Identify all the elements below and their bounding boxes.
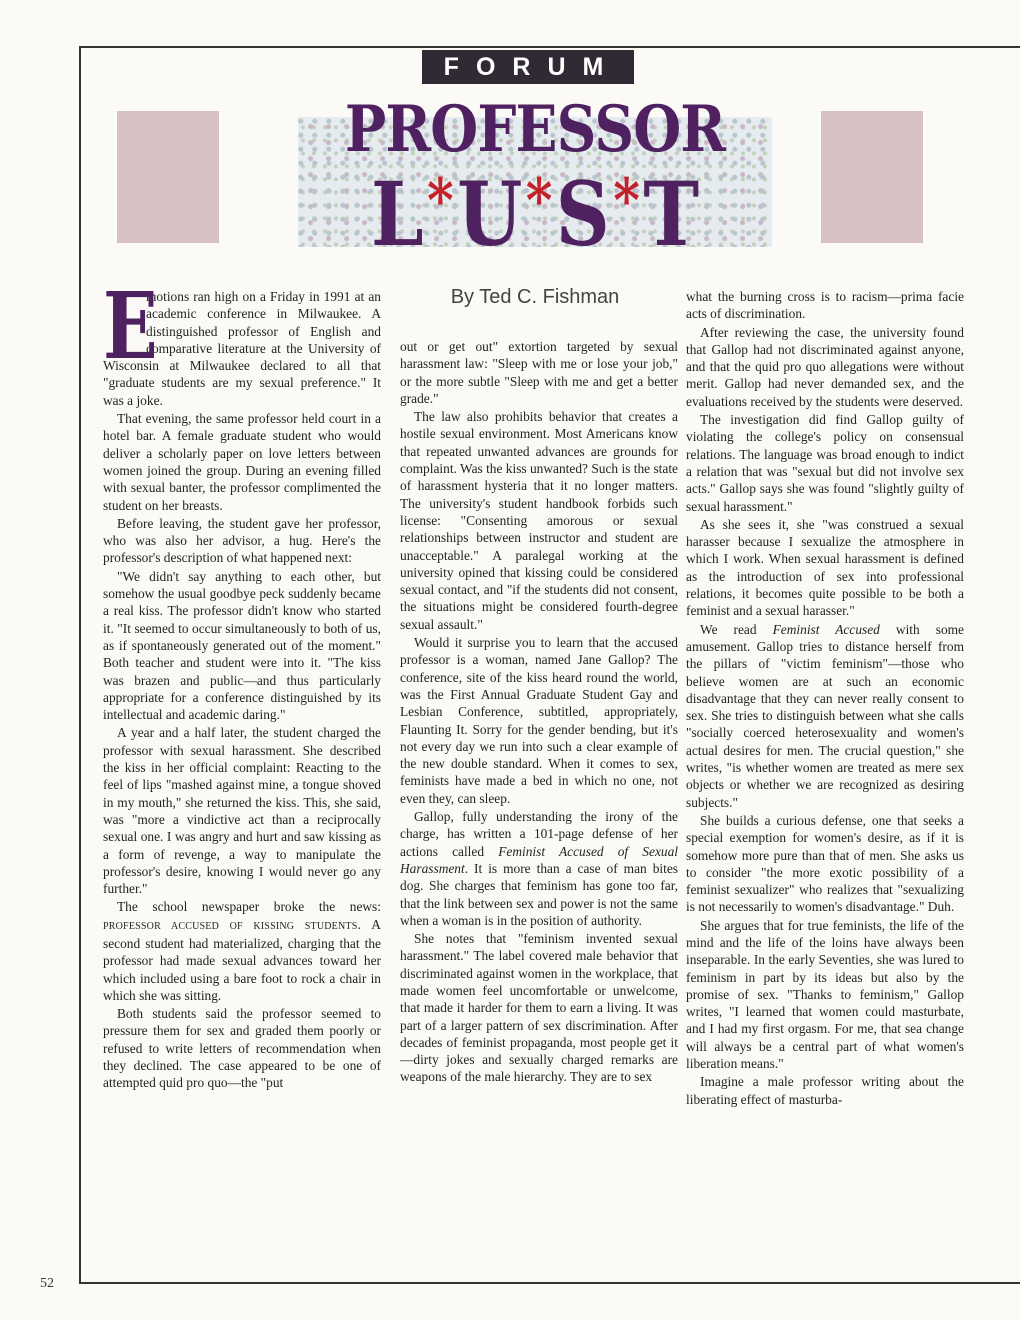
book-title: Feminist Accused: [772, 621, 880, 637]
headline-star-2: *: [525, 166, 553, 236]
headline-letter-t: T: [643, 162, 699, 266]
paragraph-text: with some amusement. Gallop tries to distance herself from the pillars of "victim feminism"—those who believe women are at such an economic disadvantage that they can never really consent to sex. She tries to distinguish between what she calls "socially coerced heterosexuality and women's actual desires for men. The crucial question," she writes, "is whether women are treated as mere sex objects or whether we are recognized as desiring subjects.": [686, 621, 964, 810]
headline-line-2: [334, 162, 737, 266]
paragraph: After reviewing the case, the university found that Gallop had not discriminated against anyone, and that the quid pro quo allegations were without merit. Gallop had never demanded sex, and the evaluations received by the students were deserved.: [686, 324, 964, 409]
paragraph: [103, 898, 381, 1004]
book-title: Feminist Accused of Sexual Harassment: [400, 843, 678, 876]
paragraph: As she sees it, she "was construed a sexual harasser because I sexualize the atmosphere in which I work. When sexual harassment is defined as the introduction of sex into professional relations, it becomes quite possible to be both a feminist and a sexual harasser.": [686, 516, 964, 619]
paragraph: [103, 272, 381, 409]
paragraph: Would it surprise you to learn that the accused professor is a woman, named Jane Gallop? The conference, site of the kiss heard round the world, was the First Annual Graduate Student Gay and Lesbian Conference, subtitled, appropriately, Flaunting It. Sorry for the gender bending, but it's not every day we run into such a clear example of the new double standard. When it comes to sex, feminists have made a bed in which no one, not even they, can sleep.: [400, 635, 678, 806]
page-number: 52: [40, 1276, 54, 1291]
newspaper-headline-smallcaps: PROFESSOR ACCUSED OF KISSING STUDENTS: [103, 920, 358, 932]
article-column-3: [686, 288, 964, 1109]
paragraph-text: . It is more than a case of man bites dog. She charges that feminism has gone too far, that the link between sex and power is not the same when a woman is in the position of authority.: [400, 860, 678, 928]
byline: By Ted C. Fishman: [450, 286, 620, 308]
paragraph-text: Gallop, fully understanding the irony of the charge, has written a 101-page defense of her actions called: [400, 809, 678, 859]
paragraph: Imagine a male professor writing about the liberating effect of masturba-: [686, 1074, 964, 1107]
paragraph: The law also prohibits behavior that creates a hostile sexual environment. Most Americans know that repeated unwanted advances are grounds for complaint. Was the kiss unwanted? Such is the state of harassment hysteria that it no longer matters. The university's student handbook forbids such license: "Consenting amorous or sexual relationships between instructor and student are unacceptable." A paralegal working at the university opined that kissing could be considered sexual contact, and "if the students did not consent, the situations might be considered fourth-degree sexual assault.": [400, 409, 678, 632]
drop-cap: E: [103, 272, 158, 380]
article-column-2: [400, 338, 678, 1276]
paragraph: She argues that for true feminists, the life of the mind and the life of the loins have always been inseparable. In the early Seventies, she was lured to feminism in part by its ideas but also by the promise of sex. "Thanks to feminism," Gallop writes, "I learned that women could masturbate, and I had my first orgasm. For me, that sea change will always be a central part of what women's liberation means.": [686, 917, 964, 1072]
decorative-swatch-right: [821, 111, 923, 243]
headline-letter-l: L: [371, 162, 424, 266]
frame-bottom-rule: [79, 1282, 1020, 1284]
paragraph: She builds a curious defense, one that seeks a special exemption for women's desire, as if it is somehow more pure than that of men. She asks us to consider "the more exotic possibility of a feminist sexualizer" who realizes that "sexualizing is not necessarily to women's disadvantage." Duh.: [686, 812, 964, 915]
frame-left-rule: [79, 46, 81, 1284]
paragraph: what the burning cross is to racism—prima facie acts of discrimination.: [686, 289, 964, 322]
paragraph-text: . A second student had materialized, charging that the professor had made sexual advances toward her which included using a bare foot to rock a chair in which she was sitting.: [103, 916, 381, 1003]
headline-star-1: *: [427, 166, 454, 236]
decorative-swatch-left: [117, 111, 219, 243]
paragraph: A year and a half later, the student charged the professor with sexual harassment. She described the kiss in her official complaint: Reacting to the feel of lips "mashed against mine, a tongue shoved in my mouth," she returned the kiss. This, she said, was "more a vindictive act than a reciprocally sexual one. I was angry and hurt and saw kissing as a form of revenge, a way to manipulate the professor's desire, knowing I would never go any further.": [103, 725, 381, 897]
paragraph-text: The school newspaper broke the news:: [117, 899, 381, 915]
paragraph-text: We read: [700, 621, 773, 637]
paragraph: Both students said the professor seemed to pressure them for sex and graded them poorly or refused to write letters of recommendation when they declined. The case appeared to be one of attempted quid pro quo—the "put: [103, 1006, 381, 1091]
paragraph: Before leaving, the student gave her professor, who was also her advisor, a hug. Here's the professor's description of what happened next:: [103, 515, 381, 566]
paragraph: [686, 621, 964, 811]
paragraph: That evening, the same professor held court in a hotel bar. A female graduate student who would deliver a scholarly paper on love letters between women joined the group. During an evening filled with sexual banter, the professor complimented the student on her breasts.: [103, 411, 381, 513]
headline-letter-s: S: [555, 162, 610, 266]
headline-star-3: *: [613, 166, 640, 236]
paragraph: The investigation did find Gallop guilty of violating the college's policy on consensual relations. The language was broad enough to indict a relation that was "sexual but did not involve sex acts." Gallop says she was found "slightly guilty of sexual harassment.": [686, 412, 964, 514]
paragraph: [400, 808, 678, 929]
paragraph: out or get out" extortion targeted by sexual harassment law: "Sleep with me or lose your job," or the more subtle "Sleep with me and get a better grade.": [400, 339, 678, 406]
article-column-1: [103, 272, 381, 1093]
paragraph: She notes that "feminism invented sexual harassment." The label covered male behavior that discriminated against women in the workplace, that made women feel uncomfortable or unwelcome, that made it harder for them to earn a living. It was part of a larger pattern of sex discrimination. After decades of feminist propaganda, most people get it—dirty jokes and sexually charged remarks are weapons of the male hierarchy. They are to sex: [400, 931, 678, 1085]
headline-line-1: PROFESSOR: [344, 92, 726, 167]
paragraph-text: motions ran high on a Friday in 1991 at an academic conference in Milwaukee. A distinguished professor of English and comparative literature at the University of Wisconsin at Milwaukee declared to all that "graduate students are my sexual preference." It was a joke.: [103, 289, 381, 408]
headline-letter-u: U: [457, 162, 523, 266]
frame-top-rule: [79, 46, 1020, 48]
paragraph: "We didn't say anything to each other, but somehow the usual goodbye peck suddenly became a real kiss. The professor didn't know who started it. "It seemed to occur simultaneously to both of us, as if spontaneously generated out of the moment." Both teacher and student were into it. "The kiss was brazen and public—and thus particularly appropriate for a conference distinguished by its intellectual and academic daring.": [103, 568, 381, 723]
section-label: FORUM: [422, 50, 634, 84]
